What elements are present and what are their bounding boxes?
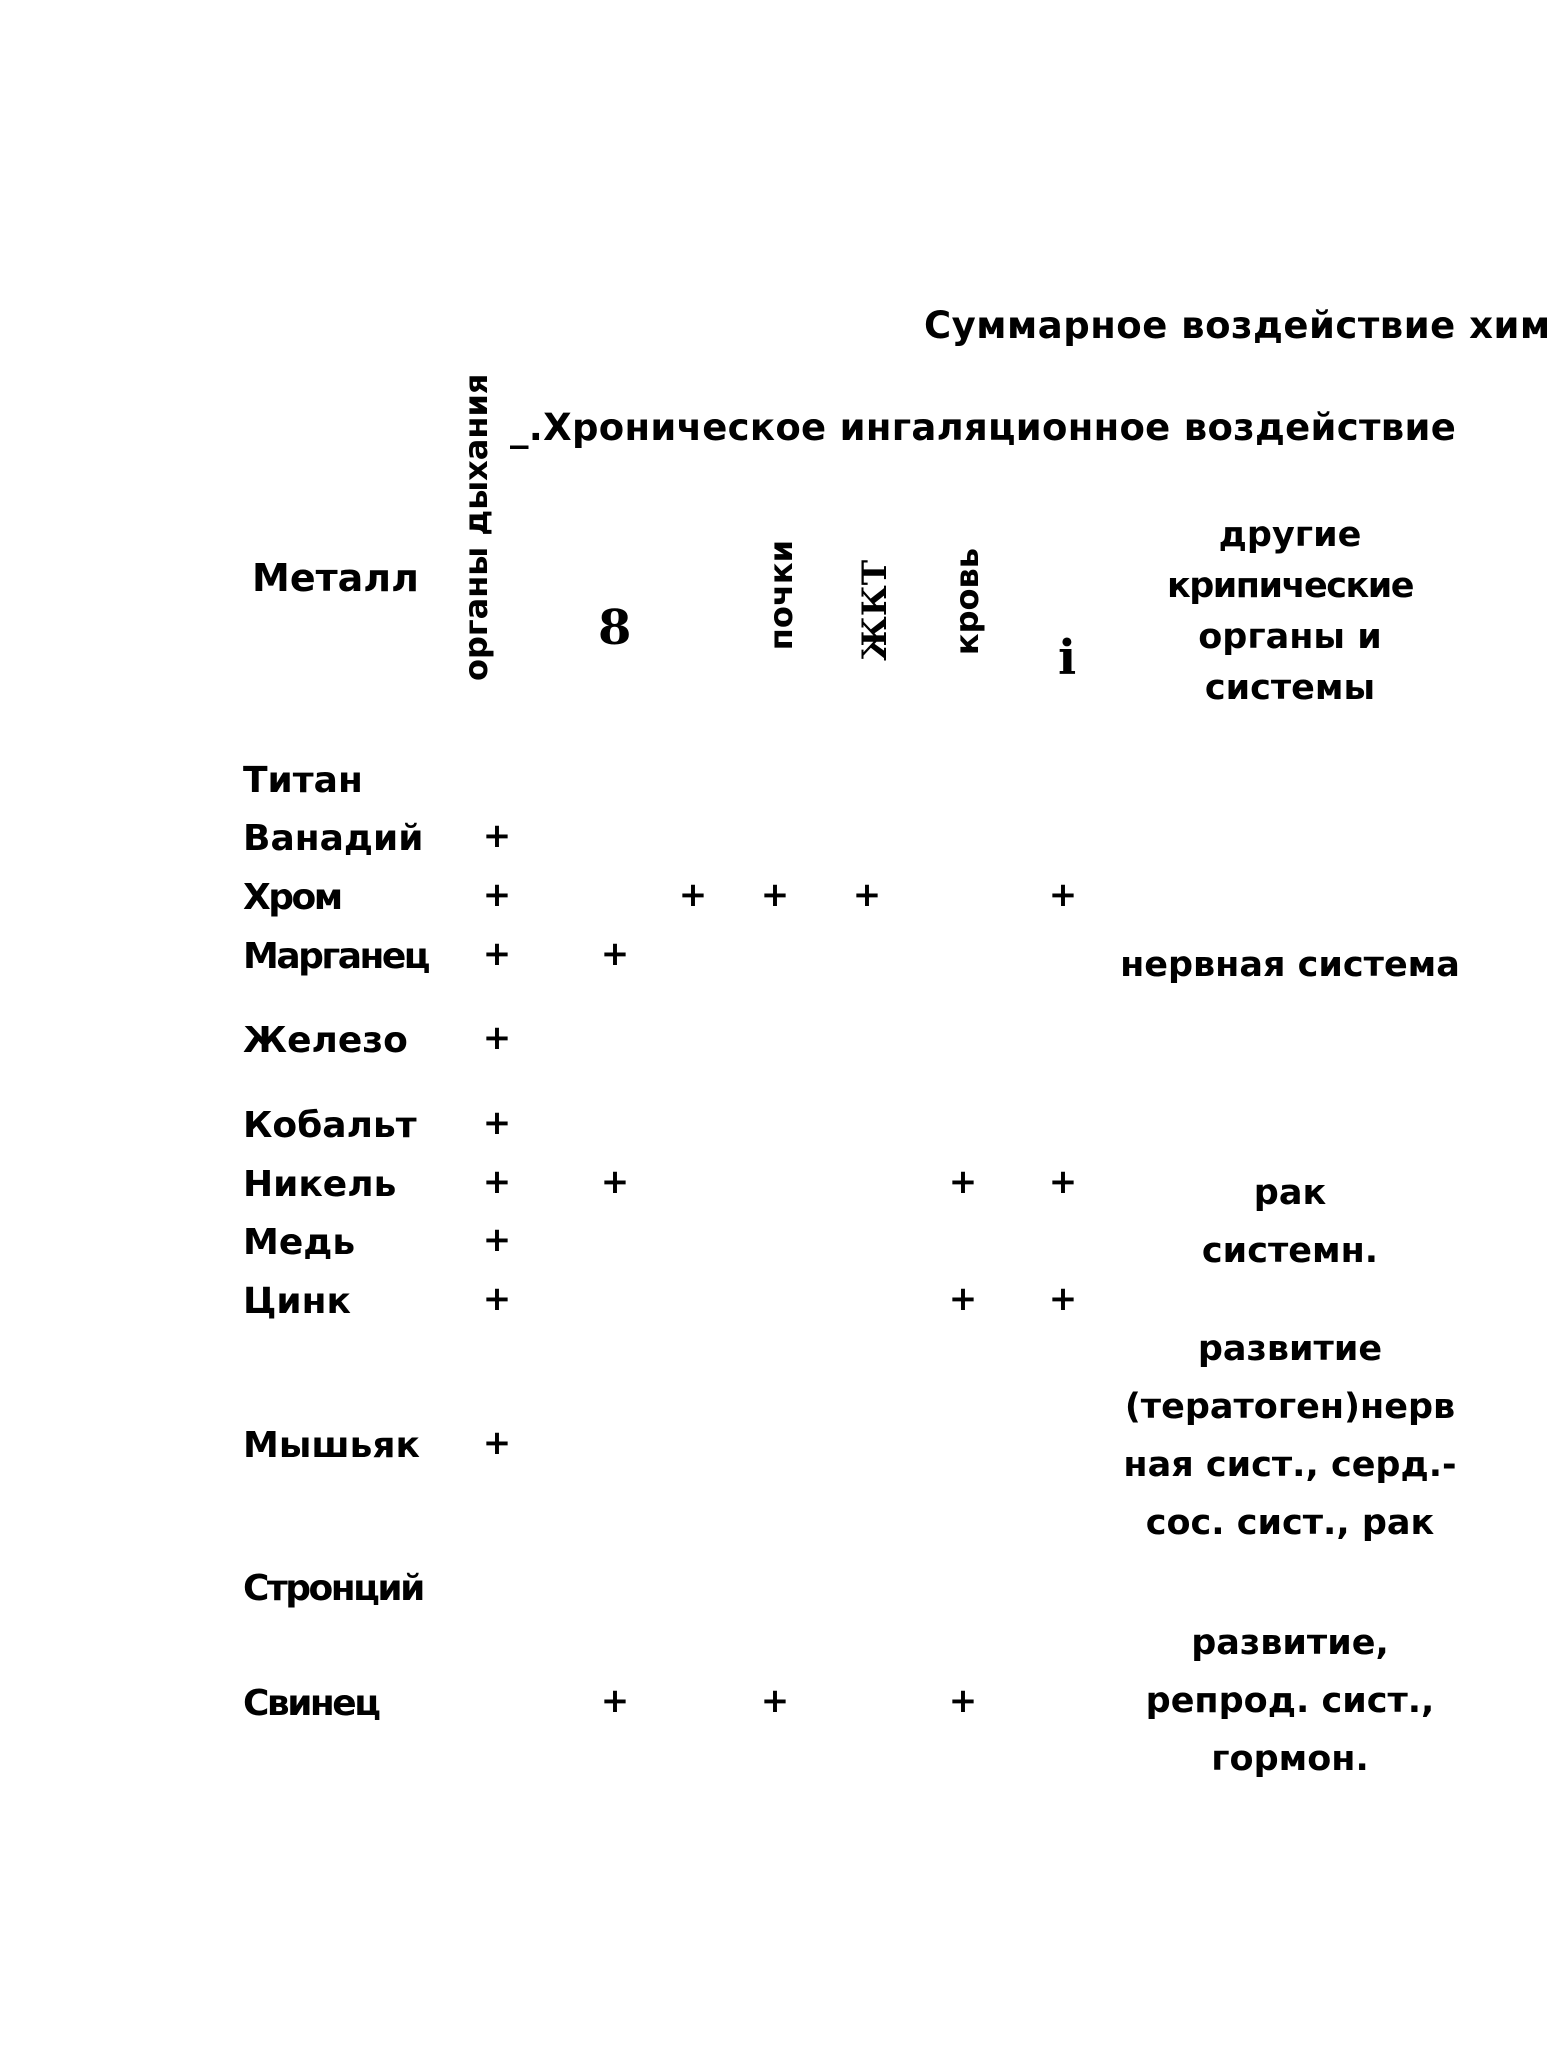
other-organs-line: репрод. сист., <box>1145 1681 1435 1721</box>
other-organs-line: развитие, <box>1191 1623 1389 1663</box>
effect-mark-c8: + <box>600 1681 630 1721</box>
other-organs-line: ная сист., серд.- <box>1123 1445 1457 1485</box>
effect-mark-blood: + <box>948 1279 978 1319</box>
effect-mark-kidneys: + <box>760 1681 790 1721</box>
header-gi-tract: ЖКТ <box>855 560 895 661</box>
effect-mark-resp: + <box>482 1162 512 1202</box>
effect-mark-resp: + <box>482 934 512 974</box>
other-organs-line: развитие <box>1197 1329 1383 1369</box>
header-other-organs <box>1140 510 1440 714</box>
metal-name: Кобальт <box>243 1105 417 1146</box>
header-metal: Металл <box>252 556 419 600</box>
effect-mark-resp: + <box>482 1423 512 1463</box>
header-other-line: системы <box>1204 668 1376 708</box>
effect-mark-i: + <box>1048 1162 1078 1202</box>
effect-mark-kidneys: + <box>760 875 790 915</box>
other-organs-cell <box>1120 1222 1460 1280</box>
page-title: Суммарное воздействие хим <box>924 304 1551 347</box>
effect-mark-blood: + <box>948 1162 978 1202</box>
metal-name: Железо <box>243 1020 408 1061</box>
metal-name: Медь <box>243 1222 356 1263</box>
effect-mark-c8: + <box>600 1162 630 1202</box>
other-organs-line: нервная система <box>1120 945 1460 985</box>
header-other-line: органы и <box>1198 617 1382 657</box>
header-kidneys: почки <box>762 540 800 651</box>
metal-name: Никель <box>243 1164 397 1205</box>
other-organs-cell <box>1120 1164 1460 1222</box>
effect-mark-c3: + <box>678 875 708 915</box>
other-organs-cell <box>1120 1320 1460 1552</box>
table-subtitle: _.Хроническое ингаляционное воздействие <box>510 406 1457 449</box>
header-respiratory-organs: органы дыхания <box>457 373 495 681</box>
effect-mark-blood: + <box>948 1681 978 1721</box>
effect-mark-resp: + <box>482 1103 512 1143</box>
effect-mark-i: + <box>1048 875 1078 915</box>
other-organs-cell <box>1120 1614 1460 1788</box>
effect-mark-resp: + <box>482 875 512 915</box>
effect-mark-resp: + <box>482 816 512 856</box>
header-other-line: другие <box>1218 515 1362 555</box>
metal-name: Стронций <box>243 1568 423 1609</box>
metal-name: Хром <box>243 877 341 918</box>
metal-name: Цинк <box>243 1281 351 1322</box>
effect-mark-gi: + <box>852 875 882 915</box>
metal-name: Свинец <box>243 1683 379 1724</box>
header-col-i: i <box>1058 630 1077 686</box>
metal-name: Ванадий <box>243 818 424 859</box>
other-organs-cell <box>1120 936 1460 994</box>
other-organs-line: гормон. <box>1211 1739 1369 1779</box>
effect-mark-resp: + <box>482 1279 512 1319</box>
header-blood: кровь <box>948 548 986 656</box>
effect-mark-c8: + <box>600 934 630 974</box>
metal-name: Марганец <box>243 936 428 977</box>
metal-name: Титан <box>243 760 363 801</box>
metal-name: Мышьяк <box>243 1425 420 1466</box>
header-col-8: 8 <box>598 600 632 656</box>
other-organs-line: (тератоген)нерв <box>1124 1387 1456 1427</box>
effect-mark-resp: + <box>482 1018 512 1058</box>
effect-mark-resp: + <box>482 1220 512 1260</box>
other-organs-line: системн. <box>1201 1231 1379 1271</box>
header-other-line: крипические <box>1166 566 1414 606</box>
other-organs-line: рак <box>1253 1173 1327 1213</box>
other-organs-line: сос. сист., рак <box>1145 1503 1435 1543</box>
effect-mark-i: + <box>1048 1279 1078 1319</box>
